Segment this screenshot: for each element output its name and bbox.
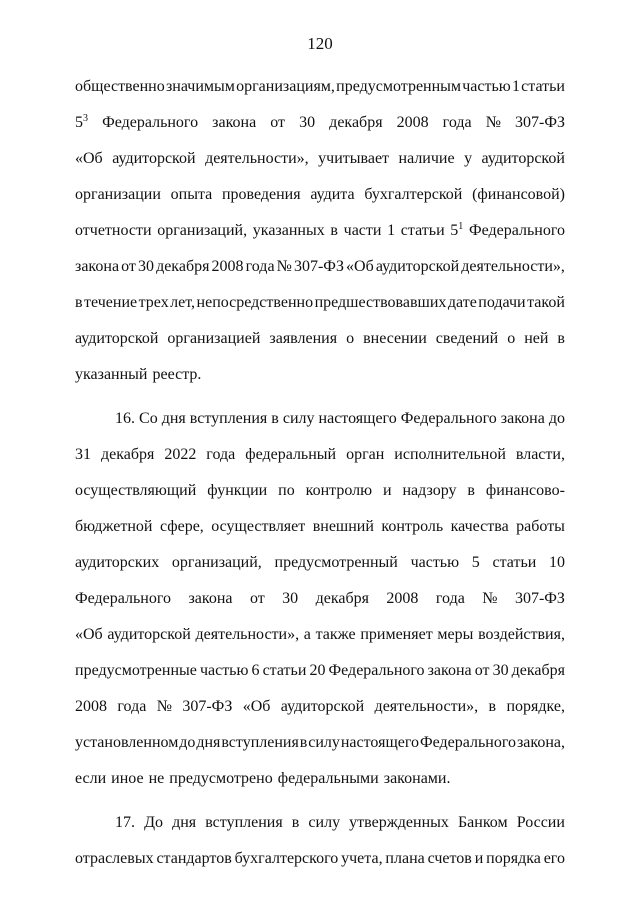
text-line: 2008 года № 307-ФЗ «Об аудиторской деятельности», в порядке, [75,698,565,715]
text-line: бюджетной сфере, осуществляет внешний контроль качества работы [75,518,565,535]
text-line: отраслевых стандартов бухгалтерского учета, плана счетов и порядка его [75,850,565,867]
text-line: закона от 30 декабря 2008 года № 307-ФЗ «Об аудиторской деятельности», [75,258,565,275]
page-number: 120 [307,34,333,53]
text-line: установленном до дня вступления в силу настоящего Федерального закона, [75,734,565,751]
text-line: указанный реестр. [75,366,202,383]
text-line: аудиторской организацией заявления о внесении сведений о ней в [75,330,565,347]
text-line: осуществляющий функции по контролю и надзору в финансово- [75,482,565,499]
text-line: аудиторских организаций, предусмотренный частью 5 статьи 10 [75,554,565,571]
text-line: «Об аудиторской деятельности», а также применяет меры воздействия, [75,626,565,643]
text-line: «Об аудиторской деятельности», учитывает наличие у аудиторской [75,150,565,167]
text-line: отчетности организаций, указанных в части 1 статьи $5^1$ Федерального [75,221,565,239]
text-line: общественно значимым организациям, предусмотренным частью 1 статьи [75,78,565,95]
text-line: если иное не предусмотрено федеральными законами. [75,770,451,787]
text-line: предусмотренные частью 6 статьи 20 Федерального закона от 30 декабря [75,662,565,679]
text-line: 17. До дня вступления в силу утвержденных Банком России [115,814,565,831]
text-line: $5^3$ Федерального закона от 30 декабря 2008 года № 307-ФЗ [75,113,565,131]
text-line: Федерального закона от 30 декабря 2008 года № 307-ФЗ [75,590,565,607]
text-line: организации опыта проведения аудита бухгалтерской (финансовой) [75,186,565,203]
text-line: 31 декабря 2022 года федеральный орган исполнительной власти, [75,446,565,463]
text-line: в течение трех лет, непосредственно предшествовавших дате подачи такой [75,294,565,311]
text-line: 16. Со дня вступления в силу настоящего Федерального закона до [115,410,565,427]
